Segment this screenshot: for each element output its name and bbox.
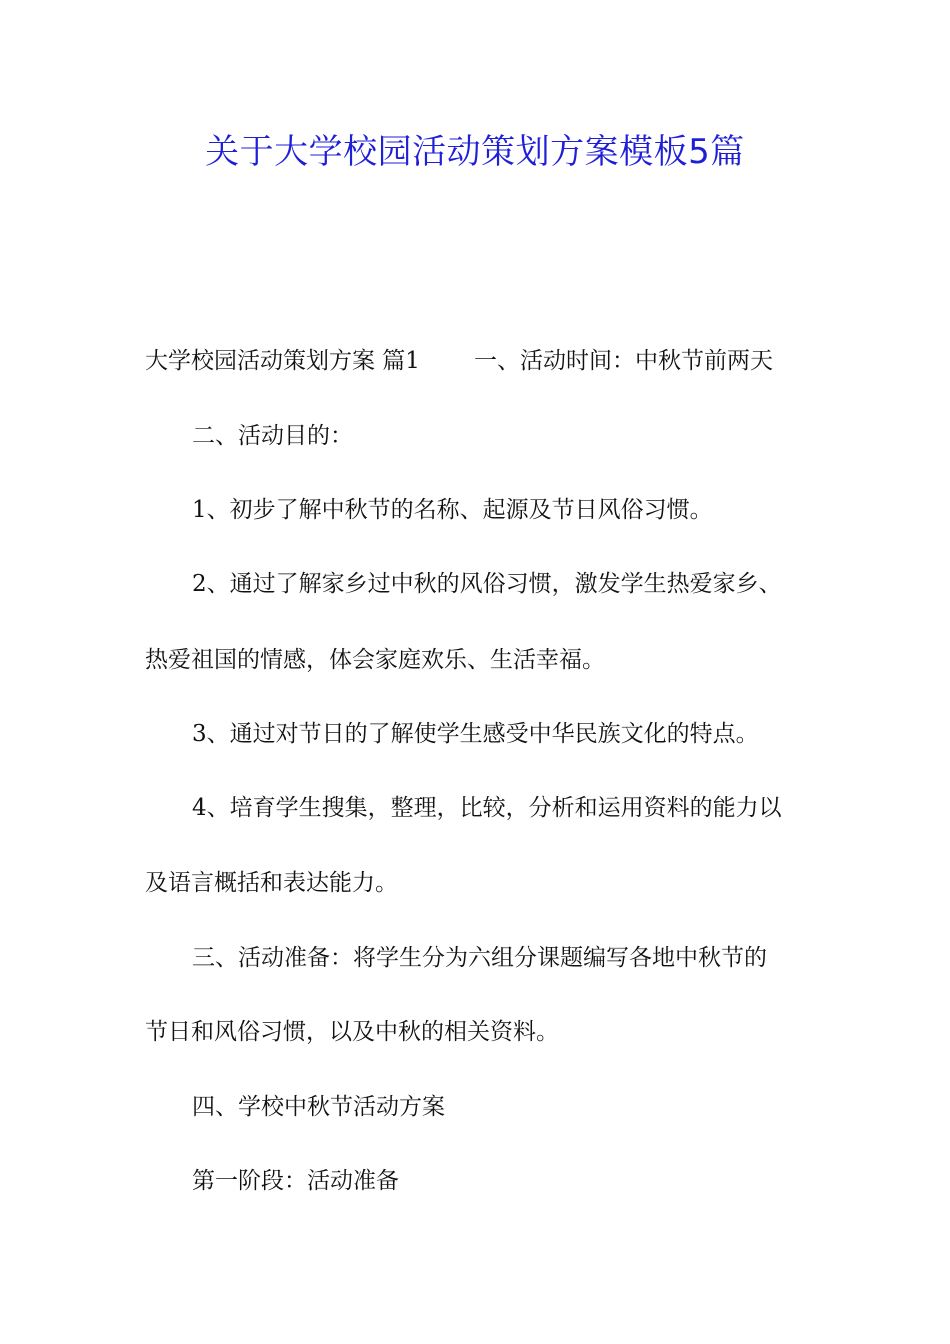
paragraph-line: 热爱祖国的情感，体会家庭欢乐、生活幸福。	[145, 647, 605, 673]
paragraph-line	[145, 343, 810, 379]
paragraph-line: 2、通过了解家乡过中秋的风俗习惯，激发学生热爱家乡、	[192, 571, 782, 597]
paragraph-line: 4、培育学生搜集，整理，比较，分析和运用资料的能力以	[192, 795, 782, 821]
paragraph-line: 三、活动准备：将学生分为六组分课题编写各地中秋节的	[192, 945, 767, 971]
document-title: 关于大学校园活动策划方案模板5篇	[205, 132, 745, 172]
paragraph-line: 3、通过对节日的了解使学生感受中华民族文化的特点。	[192, 721, 759, 747]
paragraph-line: 1、初步了解中秋节的名称、起源及节日风俗习惯。	[192, 497, 713, 523]
paragraph-line: 第一阶段：活动准备	[192, 1168, 399, 1194]
paragraph-line: 及语言概括和表达能力。	[145, 870, 398, 896]
paragraph-line: 节日和风俗习惯，以及中秋的相关资料。	[145, 1019, 559, 1045]
section-heading: 大学校园活动策划方案 篇1	[145, 348, 420, 374]
paragraph-line: 四、学校中秋节活动方案	[192, 1094, 445, 1120]
paragraph-line: 二、活动目的：	[192, 423, 353, 449]
activity-time: 一、活动时间：中秋节前两天	[473, 348, 773, 374]
